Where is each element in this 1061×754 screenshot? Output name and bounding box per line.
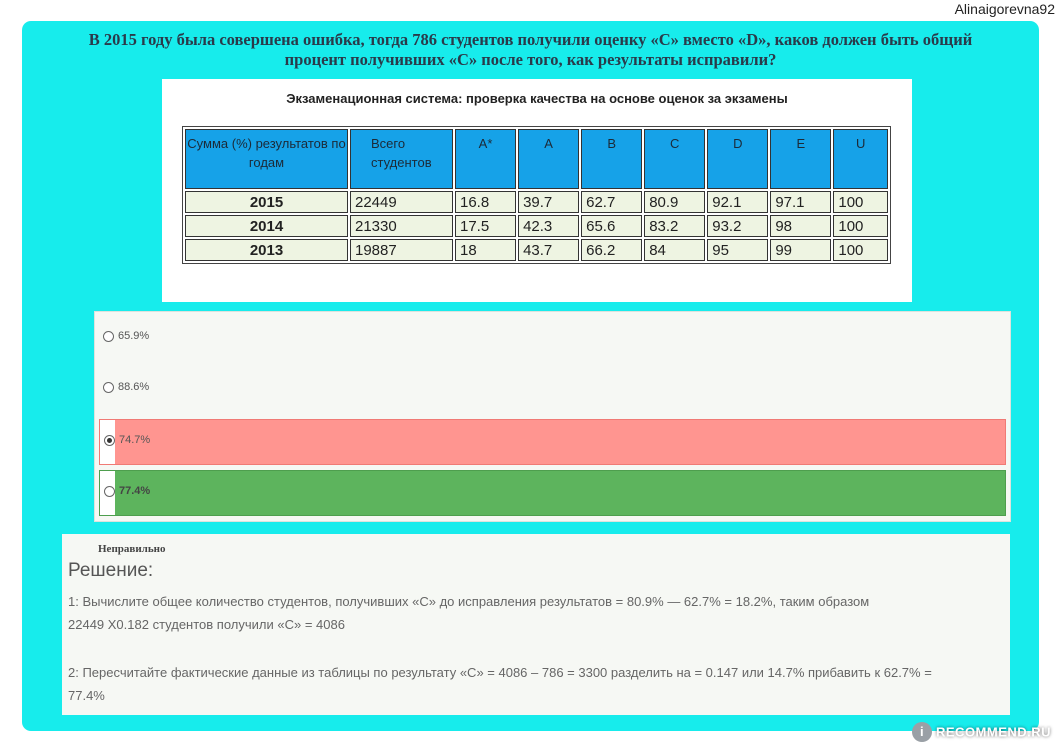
solution-step-2-line-2: 77.4% (68, 688, 105, 703)
table-cell: 42.3 (518, 215, 579, 237)
grades-table (182, 126, 891, 264)
table-cell: 99 (770, 239, 831, 261)
answer-label: 88.6% (118, 381, 150, 393)
header-cell: C (644, 129, 705, 189)
table-cell: 100 (833, 191, 888, 213)
table-cell: 19887 (350, 239, 453, 261)
header-cell: U (833, 129, 888, 189)
table-row (185, 215, 888, 237)
watermark (912, 722, 1060, 746)
table-cell: 2014 (185, 215, 348, 237)
table-cell: 97.1 (770, 191, 831, 213)
question-line-2: процент получивших «С» после того, как результаты исправили? (284, 50, 777, 69)
table-cell: 84 (644, 239, 705, 261)
header-cell: A (518, 129, 579, 189)
table-title: Экзаменационная система: проверка качества на основе оценок за экзамены (286, 91, 788, 106)
table-cell: 83.2 (644, 215, 705, 237)
radio-button[interactable] (103, 382, 114, 393)
table-cell: 65.6 (581, 215, 642, 237)
solution-step-2 (68, 661, 998, 707)
table-cell: 16.8 (455, 191, 516, 213)
table-cell: 66.2 (581, 239, 642, 261)
table-cell: 21330 (350, 215, 453, 237)
answer-option-wrong[interactable] (99, 419, 1006, 465)
table-row (185, 191, 888, 213)
table-cell: 95 (707, 239, 768, 261)
table-cell: 93.2 (707, 215, 768, 237)
question-line-1: В 2015 году была совершена ошибка, тогда 786 студентов получили оценку «С» вместо «D», каков должен быть общий (88, 30, 973, 49)
table-cell: 98 (770, 215, 831, 237)
header-cell: D (707, 129, 768, 189)
table-cell: 39.7 (518, 191, 579, 213)
table-cell: 17.5 (455, 215, 516, 237)
answer-label: 74.7% (119, 434, 151, 446)
table-cell: 100 (833, 239, 888, 261)
table-header-row (185, 129, 888, 189)
table-cell: 100 (833, 215, 888, 237)
solution-heading: Решение: (68, 560, 154, 581)
table-cell: 22449 (350, 191, 453, 213)
watermark-text: RECOMMEND.RU (936, 724, 1052, 740)
header-cell: A* (455, 129, 516, 189)
table-cell: 43.7 (518, 239, 579, 261)
table-cell: 92.1 (707, 191, 768, 213)
table-cell: 2015 (185, 191, 348, 213)
header-cell: B (581, 129, 642, 189)
solution-step-2-line-1: 2: Пересчитайте фактические данные из таблицы по результату «С» = 4086 – 786 = 3300 разделить на = 0.147 или 14.7% прибавить к 62.7% = (68, 665, 932, 680)
table-cell: 18 (455, 239, 516, 261)
radio-button[interactable] (104, 486, 115, 497)
radio-button[interactable] (103, 331, 114, 342)
result-status: Неправильно (98, 543, 166, 555)
table-cell: 62.7 (581, 191, 642, 213)
header-cell: E (770, 129, 831, 189)
username[interactable]: Alinaigorevna92 (954, 1, 1055, 17)
info-icon: i (912, 722, 932, 742)
question-panel (22, 21, 1039, 731)
answer-option-correct[interactable] (99, 470, 1006, 516)
answer-option[interactable] (99, 367, 1006, 413)
answer-option[interactable] (99, 316, 1006, 362)
solution-step-1-line-2: 22449 X0.182 студентов получили «С» = 4086 (68, 617, 345, 632)
solution-step-1-line-1: 1: Вычислите общее количество студентов, получивших «С» до исправления результатов = 80.9% — 62.7% = 18.2%, таким образом (68, 594, 870, 609)
table-row (185, 239, 888, 261)
table-cell: 80.9 (644, 191, 705, 213)
header-cell: Всего студентов (350, 129, 453, 189)
radio-button-selected[interactable] (104, 435, 115, 446)
table-cell: 2013 (185, 239, 348, 261)
answer-label: 65.9% (118, 330, 150, 342)
solution-step-1 (68, 590, 998, 636)
answer-options (94, 311, 1011, 522)
table-image (162, 79, 912, 302)
solution-box (62, 534, 1010, 715)
question-text (52, 30, 1009, 70)
header-cell: Сумма (%) результатов по годам (185, 129, 348, 189)
answer-label: 77.4% (119, 485, 151, 497)
